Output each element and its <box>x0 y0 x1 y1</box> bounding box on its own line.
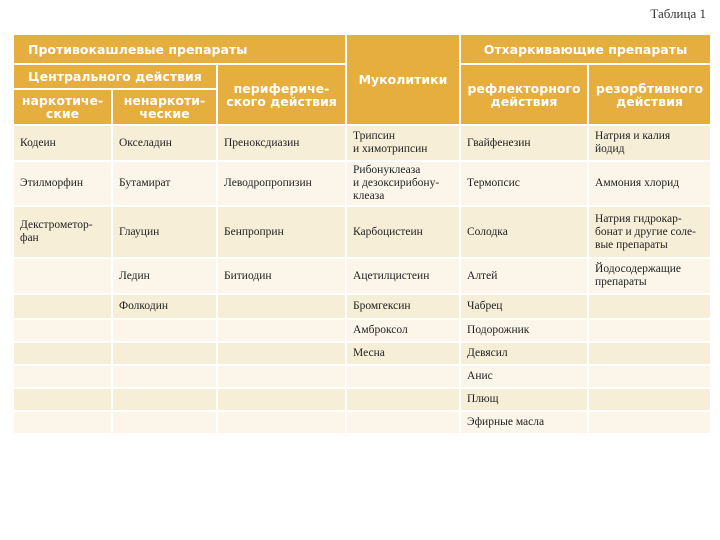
table-cell: Анис <box>460 365 588 388</box>
table-cell: Подорожник <box>460 319 588 342</box>
table-row <box>13 342 711 365</box>
table-cell: Амброксол <box>346 319 460 342</box>
table-cell: Кодеин <box>13 125 112 161</box>
table-cell <box>13 258 112 294</box>
table-cell: Ледин <box>112 258 217 294</box>
table-cell <box>346 365 460 388</box>
header-antitussive: Противокашлевые препараты <box>13 34 346 64</box>
table-cell <box>112 342 217 365</box>
header-reflex: рефлекторного действия <box>460 64 588 125</box>
table-cell <box>112 411 217 434</box>
table-cell: Глауцин <box>112 206 217 258</box>
table-cell: Окселадин <box>112 125 217 161</box>
table-cell <box>13 294 112 319</box>
table-row <box>13 365 711 388</box>
header-peripheral: перифериче- ского действия <box>217 64 346 125</box>
table-cell: Йодосодержащие препараты <box>588 258 711 294</box>
table-cell: Девясил <box>460 342 588 365</box>
table-cell: Чабрец <box>460 294 588 319</box>
table-row <box>13 411 711 434</box>
table-cell: Бенпроприн <box>217 206 346 258</box>
table-cell: Плющ <box>460 388 588 411</box>
table-cell <box>346 411 460 434</box>
table-cell: Фолкодин <box>112 294 217 319</box>
table-cell: Битиодин <box>217 258 346 294</box>
table-cell <box>346 388 460 411</box>
table-cell: Бромгексин <box>346 294 460 319</box>
header-resorptive: резорбтивного действия <box>588 64 711 125</box>
table-cell <box>588 411 711 434</box>
table-cell: Леводропропизин <box>217 161 346 206</box>
header-non-narcotic: ненаркоти- ческие <box>112 89 217 125</box>
table-cell: Этилморфин <box>13 161 112 206</box>
table-cell <box>217 319 346 342</box>
table-cell <box>588 294 711 319</box>
table-cell <box>13 365 112 388</box>
table-cell <box>588 388 711 411</box>
drug-table <box>12 33 712 435</box>
table-cell: Бутамират <box>112 161 217 206</box>
table-cell <box>217 342 346 365</box>
table-cell: Гвайфенезин <box>460 125 588 161</box>
table-row <box>13 258 711 294</box>
table-row <box>13 294 711 319</box>
table-cell: Месна <box>346 342 460 365</box>
table-cell: Трипсин и химотрипсин <box>346 125 460 161</box>
table-cell: Аммония хлорид <box>588 161 711 206</box>
table-header <box>13 34 711 125</box>
table-cell <box>588 319 711 342</box>
table-row <box>13 319 711 342</box>
table-cell <box>13 342 112 365</box>
table-cell <box>112 319 217 342</box>
table-cell <box>217 365 346 388</box>
table-caption: Таблица 1 <box>650 6 706 21</box>
table-cell: Ацетилцистеин <box>346 258 460 294</box>
table-cell: Солодка <box>460 206 588 258</box>
table-cell <box>13 411 112 434</box>
table-cell: Термопсис <box>460 161 588 206</box>
table-row <box>13 388 711 411</box>
table-cell: Натрия и калия йодид <box>588 125 711 161</box>
header-mucolytics: Муколитики <box>346 34 460 125</box>
table-row <box>13 161 711 206</box>
header-expectorants: Отхаркивающие препараты <box>460 34 711 64</box>
table-cell: Рибонуклеаза и дезоксирибону- клеаза <box>346 161 460 206</box>
table-cell: Декстрометор- фан <box>13 206 112 258</box>
table-body <box>13 125 711 434</box>
table-cell: Преноксдиазин <box>217 125 346 161</box>
table-cell <box>112 365 217 388</box>
table-cell <box>588 342 711 365</box>
table-row <box>13 125 711 161</box>
table-cell <box>217 411 346 434</box>
table-cell <box>217 294 346 319</box>
table-cell <box>217 388 346 411</box>
table-cell <box>13 388 112 411</box>
table-cell: Карбоцистеин <box>346 206 460 258</box>
table-cell <box>13 319 112 342</box>
table-cell: Алтей <box>460 258 588 294</box>
table-cell <box>588 365 711 388</box>
header-central: Центрального действия <box>13 64 217 89</box>
table-row <box>13 206 711 258</box>
header-narcotic: наркотиче- ские <box>13 89 112 125</box>
table-cell: Натрия гидрокар- бонат и другие соле- вые препараты <box>588 206 711 258</box>
table-cell <box>112 388 217 411</box>
table-cell: Эфирные масла <box>460 411 588 434</box>
